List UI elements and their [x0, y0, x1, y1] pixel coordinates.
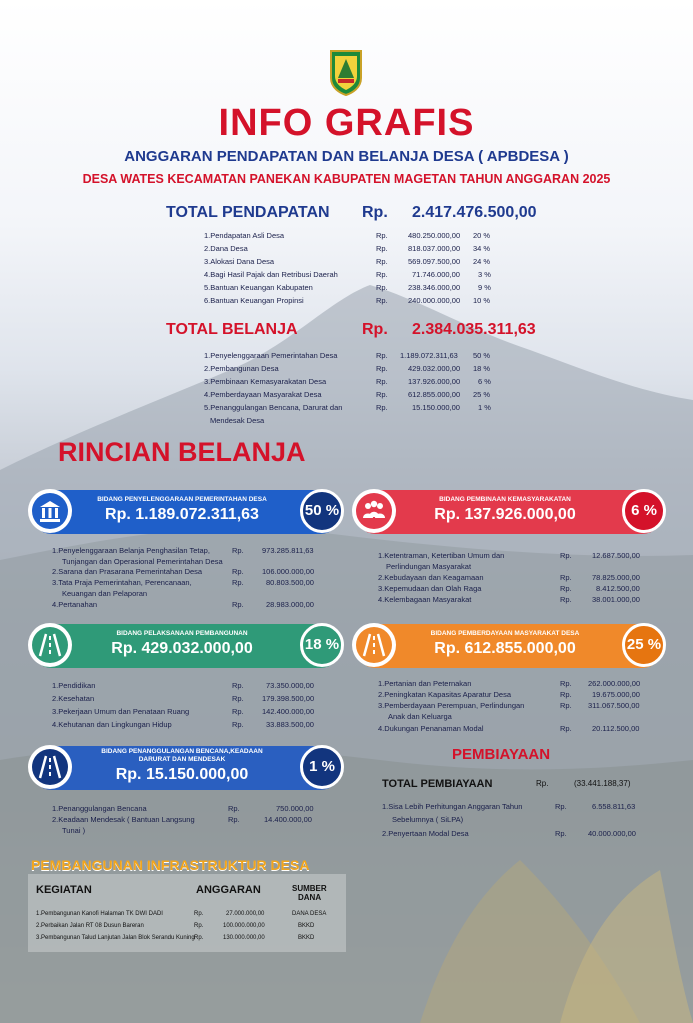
page-title: INFO GRAFIS	[218, 102, 475, 144]
list-item-rp: Rp.	[376, 296, 388, 305]
list-item-label: 2.Peningkatan Kapasitas Aparatur Desa	[378, 690, 512, 699]
list-item-label: 2.Dana Desa	[204, 244, 248, 253]
list-item-amount: 480.250.000,00	[408, 231, 461, 240]
table-cell-rp: Rp.	[194, 923, 204, 929]
list-item-amount: 1.189.072.311,63	[400, 351, 458, 360]
total-pendapatan-label: TOTAL PENDAPATAN	[166, 204, 330, 221]
list-item-rp: Rp.	[228, 815, 240, 824]
table-cell-sumber: DANA DESA	[292, 911, 327, 917]
card-pembangunan	[30, 624, 342, 668]
list-item-rp: Rp.	[376, 403, 388, 412]
list-item-label: 4.Pemberdayaan Masyarakat Desa	[204, 390, 322, 399]
list-item-label: 4.Kelembagaan Masyarakat	[378, 595, 472, 604]
card-amount: Rp. 1.189.072.311,63	[105, 506, 259, 523]
list-item-pct: 50 %	[473, 351, 491, 360]
list-item-amount: 33.883.500,00	[266, 720, 314, 729]
list-item-rp: Rp.	[555, 802, 567, 811]
list-item-rp: Rp.	[376, 231, 388, 240]
card-pemerintahan	[30, 490, 342, 534]
infrastruktur-table	[28, 874, 346, 952]
table-header-kegiatan: KEGIATAN	[36, 884, 92, 896]
total-pembiayaan-rp: Rp.	[536, 779, 549, 788]
card-amount: Rp. 137.926.000,00	[434, 506, 576, 523]
list-item-amount: 311.067.500,00	[588, 701, 640, 710]
list-item-pct: 18 %	[473, 364, 491, 373]
list-item-label: 3.Pekerjaan Umum dan Penataan Ruang	[52, 707, 190, 716]
total-belanja-amount: 2.384.035.311,63	[412, 321, 536, 338]
list-item-rp: Rp.	[560, 701, 572, 710]
table-header-sumber: SUMBER	[292, 884, 327, 893]
card-kemasyarakatan	[354, 490, 664, 534]
list-item-label-cont: Keuangan dan Pelaporan	[62, 589, 148, 598]
list-item-pct: 34 %	[473, 244, 491, 253]
table-cell-rp: Rp.	[194, 911, 204, 917]
list-item-amount: 750.000,00	[276, 804, 314, 813]
list-item-rp: Rp.	[376, 351, 388, 360]
list-item-rp: Rp.	[560, 573, 572, 582]
table-header-anggaran: ANGGARAN	[196, 884, 261, 896]
card-bencana	[30, 746, 342, 790]
list-item-label: 4.Kehutanan dan Lingkungan Hidup	[52, 720, 172, 729]
list-item-label: 1.Pendidikan	[52, 681, 96, 690]
list-item-amount: 612.855.000,00	[408, 390, 461, 399]
list-item-amount: 40.000.000,00	[588, 829, 636, 838]
people-group-icon	[356, 493, 392, 529]
list-item-label: 3.Tata Praja Pemerintahan, Perencanaan,	[52, 578, 192, 587]
list-item-pct: 20 %	[473, 231, 491, 240]
card-amount: Rp. 429.032.000,00	[111, 640, 253, 657]
list-item-rp: Rp.	[232, 578, 244, 587]
list-item-amount: 12.687.500,00	[592, 551, 640, 560]
total-belanja-label: TOTAL BELANJA	[166, 321, 298, 338]
list-item-label: 6.Bantuan Keuangan Propinsi	[204, 296, 304, 305]
list-item-label: 1.Ketentraman, Ketertiban Umum dan	[378, 551, 505, 560]
card-percent-badge: 25 %	[622, 623, 666, 667]
list-item-rp: Rp.	[376, 270, 388, 279]
list-item-label-cont: Anak dan Keluarga	[388, 712, 452, 721]
list-item-amount: 80.803.500,00	[266, 578, 314, 587]
list-item-label: 4.Dukungan Penanaman Modal	[378, 724, 484, 733]
table-cell-kegiatan: 2.Perbaikan Jalan RT 08 Dusun Bareran	[36, 923, 144, 929]
list-item-rp: Rp.	[232, 681, 244, 690]
card-pemberdayaan	[354, 624, 664, 668]
table-cell-rp: Rp.	[194, 935, 204, 941]
list-item-rp: Rp.	[228, 804, 240, 813]
list-item-rp: Rp.	[232, 546, 244, 555]
list-item-label-cont: Sebelumnya ( SiLPA)	[392, 815, 464, 824]
table-cell-kegiatan: 1.Pembangunan Kanofi Halaman TK DWI DADI	[36, 911, 163, 917]
list-item-label: 5.Penanggulangan Bencana, Darurat dan	[204, 403, 343, 412]
total-pembiayaan-label: TOTAL PEMBIAYAAN	[382, 778, 493, 790]
road-icon	[32, 627, 68, 663]
card-caption: BIDANG PELAKSANAAN PEMBANGUNAN	[116, 630, 248, 637]
card-icon-wrapper	[352, 489, 396, 533]
list-item-amount: 240.000.000,00	[408, 296, 461, 305]
table-cell-sumber: BKKD	[298, 935, 315, 941]
list-item-label: 4.Bagi Hasil Pajak dan Retribusi Daerah	[204, 270, 338, 279]
list-item-amount: 179.398.500,00	[262, 694, 315, 703]
page-subtitle: ANGGARAN PENDAPATAN DAN BELANJA DESA ( APBDESA )	[124, 148, 569, 165]
list-item-amount: 8.412.500,00	[596, 584, 640, 593]
card-icon-wrapper	[28, 623, 72, 667]
rincian-title: RINCIAN BELANJA	[58, 437, 306, 467]
list-item-rp: Rp.	[232, 720, 244, 729]
road-icon	[32, 749, 68, 785]
list-item-rp: Rp.	[232, 707, 244, 716]
list-item-label-cont: Tunai )	[62, 826, 86, 835]
list-item-rp: Rp.	[376, 377, 388, 386]
list-item-rp: Rp.	[376, 257, 388, 266]
list-item-amount: 818.037.000,00	[408, 244, 461, 253]
list-item-amount: 71.746.000,00	[412, 270, 460, 279]
list-item-amount: 28.983.000,00	[266, 600, 314, 609]
list-item-amount: 20.112.500,00	[592, 724, 640, 733]
list-item-label: 1.Pendapatan Asli Desa	[204, 231, 285, 240]
list-item-label: 3.Kepemudaan dan Olah Raga	[378, 584, 482, 593]
list-item-pct: 3 %	[478, 270, 491, 279]
list-item-label: 2.Keadaan Mendesak ( Bantuan Langsung	[52, 815, 195, 824]
list-item-rp: Rp.	[555, 829, 567, 838]
list-item-amount: 6.558.811,63	[592, 802, 636, 811]
infrastruktur-title: PEMBANGUNAN INFRASTRUKTUR DESA	[31, 857, 310, 873]
list-item-pct: 24 %	[473, 257, 491, 266]
list-item-rp: Rp.	[560, 595, 572, 604]
card-caption: BIDANG PEMBINAAN KEMASYARAKATAN	[439, 496, 571, 503]
list-item-amount: 19.675.000,00	[592, 690, 640, 699]
table-cell-amount: 100.000.000,00	[223, 923, 265, 929]
list-item-pct: 9 %	[478, 283, 491, 292]
card-caption: BIDANG PEMBERDAYAAN MASYARAKAT DESA	[430, 630, 580, 637]
list-item-label-cont: Tunjangan dan Operasional Pemerintahan Desa	[62, 557, 223, 566]
list-item-label: 1.Pertanian dan Peternakan	[378, 679, 472, 688]
list-item-label-cont: Mendesak Desa	[210, 416, 265, 425]
list-item-amount: 14.400.000,00	[264, 815, 312, 824]
list-item-label: 2.Kebudayaan dan Keagamaan	[378, 573, 484, 582]
list-item-label: 4.Pertanahan	[52, 600, 98, 609]
list-item-pct: 25 %	[473, 390, 491, 399]
list-item-label: 1.Penyelenggaraan Belanja Penghasilan Tetap,	[52, 546, 210, 555]
list-item-rp: Rp.	[560, 690, 572, 699]
list-item-label: 5.Bantuan Keuangan Kabupaten	[204, 283, 313, 292]
list-item-rp: Rp.	[232, 567, 244, 576]
card-percent-badge: 18 %	[300, 623, 344, 667]
list-item-pct: 10 %	[473, 296, 491, 305]
list-item-rp: Rp.	[376, 364, 388, 373]
list-item-label: 1.Penanggulangan Bencana	[52, 804, 147, 813]
list-item-amount: 429.032.000,00	[408, 364, 461, 373]
list-item-label: 2.Pembangunan Desa	[204, 364, 279, 373]
table-cell-amount: 130.000.000,00	[223, 935, 265, 941]
card-icon-wrapper	[28, 489, 72, 533]
list-item-amount: 137.926.000,00	[408, 377, 461, 386]
list-item-pct: 6 %	[478, 377, 491, 386]
card-percent-badge: 50 %	[300, 489, 344, 533]
table-cell-sumber: BKKD	[298, 923, 315, 929]
card-percent-badge: 1 %	[300, 745, 344, 789]
list-item-amount: 262.000.000,00	[588, 679, 641, 688]
list-item-amount: 142.400.000,00	[262, 707, 315, 716]
list-item-amount: 15.150.000,00	[412, 403, 460, 412]
list-item-amount: 78.825.000,00	[592, 573, 640, 582]
total-pembiayaan-amount: (33.441.188,37)	[574, 779, 631, 788]
regency-logo	[328, 48, 364, 96]
list-item-rp: Rp.	[376, 244, 388, 253]
list-item-rp: Rp.	[560, 724, 572, 733]
list-item-amount: 38.001.000,00	[592, 595, 640, 604]
card-caption: BIDANG PENANGGULANGAN BENCANA,KEADAAN	[101, 748, 263, 755]
pembiayaan-title: PEMBIAYAAN	[452, 746, 551, 763]
list-item-rp: Rp.	[232, 600, 244, 609]
list-item-label: 2.Sarana dan Prasarana Pemerintahan Desa	[52, 567, 203, 576]
list-item-label: 2.Penyertaan Modal Desa	[382, 829, 469, 838]
list-item-label: 3.Alokasi Dana Desa	[204, 257, 275, 266]
list-item-rp: Rp.	[560, 679, 572, 688]
list-item-label: 1.Penyelenggaraan Pemerintahan Desa	[204, 351, 338, 360]
list-item-rp: Rp.	[376, 283, 388, 292]
list-item-rp: Rp.	[560, 551, 572, 560]
page-subtitle-location: DESA WATES KECAMATAN PANEKAN KABUPATEN MAGETAN TAHUN ANGGARAN 2025	[82, 172, 611, 186]
list-item-amount: 73.350.000,00	[266, 681, 314, 690]
road-icon	[356, 627, 392, 663]
list-item-amount: 973.285.811,63	[262, 546, 314, 555]
list-item-label: 3.Pemberdayaan Perempuan, Perlindungan	[378, 701, 525, 710]
list-item-label: 1.Sisa Lebih Perhitungan Anggaran Tahun	[382, 802, 523, 811]
table-cell-amount: 27.000.000,00	[226, 911, 265, 917]
list-item-label: 3.Pembinaan Kemasyarakatan Desa	[204, 377, 327, 386]
total-belanja-rp: Rp.	[362, 321, 388, 338]
list-item-amount: 106.000.000,00	[262, 567, 315, 576]
list-item-amount: 569.097.500,00	[408, 257, 461, 266]
card-icon-wrapper	[352, 623, 396, 667]
list-item-label-cont: Perlindungan Masyarakat	[386, 562, 472, 571]
table-cell-kegiatan: 3.Pembangunan Talud Lanjutan Jalan Blok Serandu Kuning	[36, 935, 195, 941]
list-item-pct: 1 %	[478, 403, 491, 412]
table-header-dana: DANA	[298, 893, 322, 902]
total-pendapatan-amount: 2.417.476.500,00	[412, 204, 537, 221]
list-item-rp: Rp.	[376, 390, 388, 399]
list-item-label: 2.Kesehatan	[52, 694, 95, 703]
list-item-rp: Rp.	[232, 694, 244, 703]
total-pendapatan-rp: Rp.	[362, 204, 388, 221]
card-percent-badge: 6 %	[622, 489, 666, 533]
list-item-rp: Rp.	[560, 584, 572, 593]
card-caption: BIDANG PENYELENGGARAAN PEMERINTAHAN DESA	[97, 496, 267, 503]
card-icon-wrapper	[28, 745, 72, 789]
government-building-icon	[32, 493, 68, 529]
card-amount: Rp. 15.150.000,00	[115, 766, 249, 783]
card-amount: Rp. 612.855.000,00	[434, 640, 576, 657]
list-item-amount: 238.346.000,00	[408, 283, 461, 292]
card-caption-cont: DARURAT DAN MENDESAK	[138, 756, 226, 763]
